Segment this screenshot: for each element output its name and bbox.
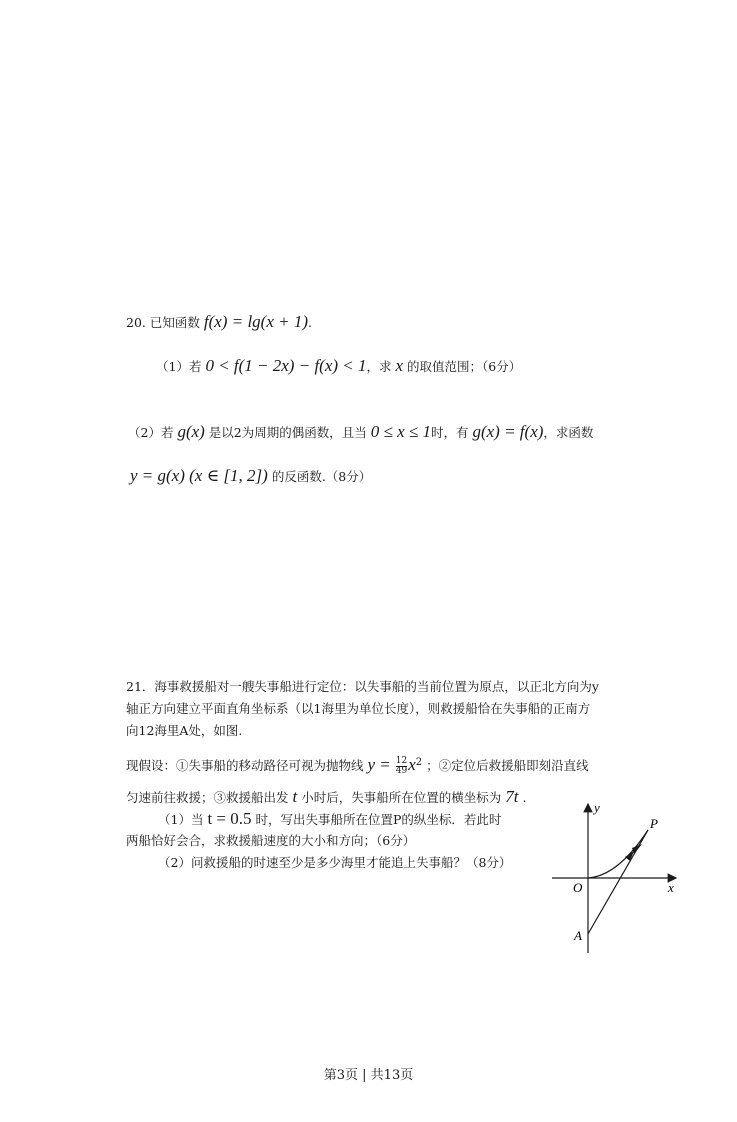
q20-intro: 已知函数 <box>149 315 200 330</box>
q21-fraction-denominator: 49 <box>395 766 408 777</box>
parabola-path <box>588 830 648 878</box>
label-p: P <box>650 816 658 831</box>
q20-part2-text2: 时，有 <box>430 425 469 440</box>
q21-line2: 轴正方向建立平面直角坐标系（以1海里为单位长度），则救援船恰在失事船的正南方 <box>126 701 591 716</box>
q21-fraction <box>396 757 407 776</box>
q20-part2-g: g(x) <box>177 422 205 441</box>
q21-sub1-line2: 两船恰好会合，求救援船速度的大小和方向；（6分） <box>126 833 416 848</box>
q20-part2-line1 <box>128 422 593 443</box>
q21-seven-t: 7t <box>505 787 519 806</box>
q20-part1-end: 的取值范围；（6分） <box>407 359 522 374</box>
q20-part2-text1: 是以2为周期的偶函数，且当 <box>208 425 367 440</box>
q21-sub1-b: 时，写出失事船所在位置P的纵坐标．若此时 <box>255 812 502 827</box>
q21-line5c: . <box>522 790 527 805</box>
q20-part1-label: （1）若 <box>156 359 202 374</box>
q20-part2-line2 <box>130 466 371 487</box>
q21-sub1-formula: t = 0.5 <box>207 809 252 828</box>
q21-fraction-numerator: 12 <box>395 756 408 767</box>
q21-sub1-line1 <box>158 809 501 830</box>
q21-sub2: （2）问救援船的时速至少是多少海里才能追上失事船？（8分） <box>158 855 512 870</box>
q21-line1: 21．海事救援船对一艘失事船进行定位：以失事船的当前位置为原点，以正北方向为y <box>126 679 599 694</box>
q21-line5 <box>126 787 526 808</box>
label-x: x <box>668 880 674 895</box>
q20-part2-range: 0 ≤ x ≤ 1 <box>370 422 431 441</box>
q20-heading <box>126 312 312 333</box>
q20-part2-text4: 的反函数.（8分） <box>271 469 372 484</box>
q20-part2-func: y = g(x) (x ∈ [1, 2]) <box>130 466 268 485</box>
q21-line5a: 匀速前往救援；③救援船出发 <box>126 790 289 805</box>
q21-assume-a: 现假设：①失事船的移动路径可视为抛物线 <box>126 758 364 774</box>
label-o: O <box>573 880 583 895</box>
q20-number: 20. <box>126 315 146 330</box>
coordinate-figure <box>548 798 688 958</box>
q20-part2-text3: ，求函数 <box>543 425 594 440</box>
q20-part1-formula: 0 < f(1 − 2x) − f(x) < 1 <box>205 356 367 375</box>
q21-line5b: 小时后，失事船所在位置的横坐标为 <box>301 790 502 805</box>
page-footer: 第3页 | 共13页 <box>323 1068 414 1083</box>
q21-parabola-y: y = <box>367 755 391 775</box>
q20-part2-eq: g(x) = f(x) <box>472 422 544 441</box>
q20-part1-mid: ，求 <box>366 359 392 374</box>
label-a: A <box>574 928 582 943</box>
label-y: y <box>594 800 600 815</box>
q20-part1-var: x <box>395 356 404 375</box>
q20-intro-end: . <box>308 315 312 330</box>
q21-assume-b: ；②定位后救援船即刻沿直线 <box>426 758 589 774</box>
q21-line3: 向12海里A处，如图. <box>126 723 243 738</box>
q20-part1 <box>156 356 521 377</box>
q20-intro-formula: f(x) = lg(x + 1) <box>203 312 308 331</box>
q21-t-var: t <box>292 787 298 806</box>
q21-sub1-a: （1）当 <box>158 812 204 827</box>
q21-assumptions <box>126 753 589 776</box>
q21-parabola-x: x <box>408 755 416 775</box>
q20-part2-label: （2）若 <box>128 425 174 440</box>
q21-parabola-exponent: 2 <box>415 757 423 768</box>
